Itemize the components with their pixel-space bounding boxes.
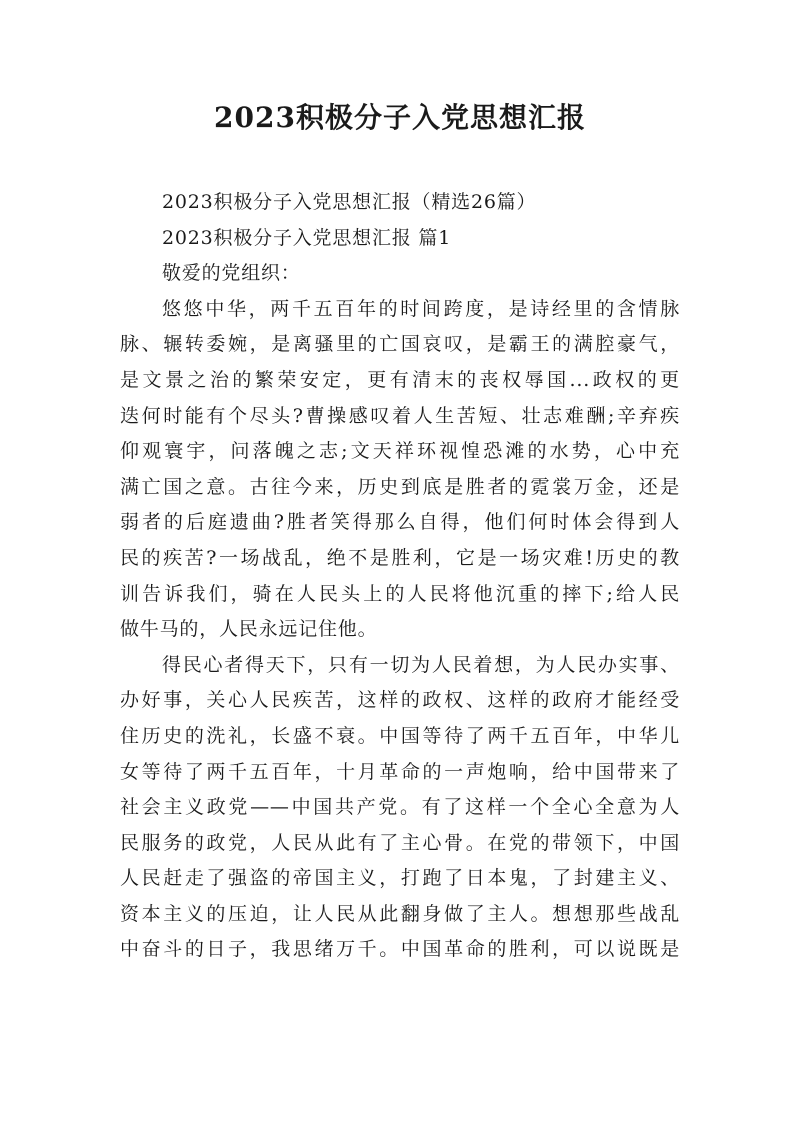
paragraph-line: 悠悠中华，两千五百年的时间跨度，是诗经里的含情脉 xyxy=(162,297,680,320)
section-heading: 2023积极分子入党思想汇报 篇1 xyxy=(162,226,452,249)
document-title: 2023积极分子入党思想汇报 xyxy=(214,101,586,134)
paragraph-line: 中奋斗的日子，我思绪万千。中国革命的胜利，可以说既是 xyxy=(120,938,680,961)
paragraph-line: 办好事，关心人民疾苦，这样的政权、这样的政府才能经受 xyxy=(120,689,680,712)
paragraph-line: 得民心者得天下，只有一切为人民着想，为人民办实事、 xyxy=(162,653,680,676)
paragraph-line: 做牛马的，人民永远记住他。 xyxy=(120,618,378,641)
paragraph-line: 满亡国之意。古往今来，历史到底是胜者的霓裳万金，还是 xyxy=(120,475,680,498)
subtitle-line: 2023积极分子入党思想汇报（精选26篇） xyxy=(162,191,537,213)
paragraph-line: 社会主义政党——中国共产党。有了这样一个全心全意为人 xyxy=(120,796,680,819)
paragraph-line: 训告诉我们，骑在人民头上的人民将他沉重的摔下;给人民 xyxy=(120,582,680,605)
paragraph-line: 弱者的后庭遗曲?胜者笑得那么自得，他们何时体会得到人 xyxy=(120,511,680,534)
paragraph-line: 资本主义的压迫，让人民从此翻身做了主人。想想那些战乱 xyxy=(120,902,680,925)
paragraph-line: 人民赶走了强盗的帝国主义，打跑了日本鬼，了封建主义、 xyxy=(120,867,680,890)
paragraph-line: 民的疾苦?一场战乱，绝不是胜利，它是一场灾难!历史的教 xyxy=(120,546,680,569)
paragraph-line: 脉、辗转委婉，是离骚里的亡国哀叹，是霸王的满腔豪气， xyxy=(120,333,680,356)
paragraph-line: 迭何时能有个尽头?曹操感叹着人生苦短、壮志难酬;辛弃疾 xyxy=(120,404,680,427)
document-body xyxy=(120,185,680,968)
paragraph-line: 仰观寰宇，问落魄之志;文天祥环视惶恐滩的水势，心中充 xyxy=(120,440,680,463)
paragraph-line: 女等待了两千五百年，十月革命的一声炮响，给中国带来了 xyxy=(120,760,680,783)
paragraph-line: 民服务的政党，人民从此有了主心骨。在党的带领下，中国 xyxy=(120,831,680,854)
paragraph-line: 是文景之治的繁荣安定，更有清末的丧权辱国...政权的更 xyxy=(120,368,680,391)
salutation: 敬爱的党组织： xyxy=(162,262,301,285)
paragraph-line: 住历史的洗礼，长盛不衰。中国等待了两千五百年，中华儿 xyxy=(120,724,680,747)
